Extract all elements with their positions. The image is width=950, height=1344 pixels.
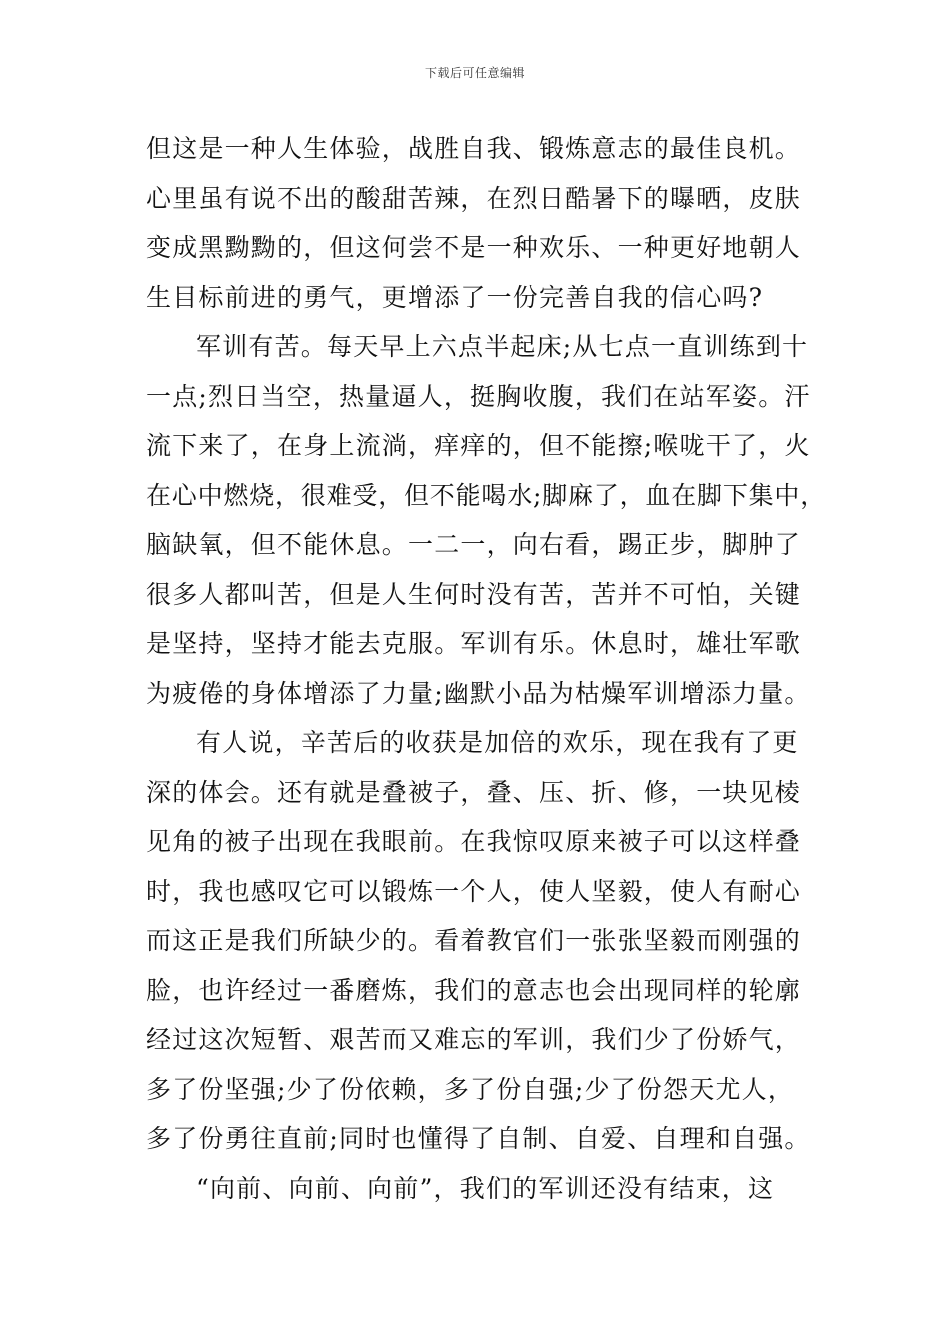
text-line: 脸，也许经过一番磨炼，我们的意志也会出现同样的轮廓 bbox=[146, 975, 802, 1005]
text-line: 一点;烈日当空，热量逼人，挺胸收腹，我们在站军姿。汗 bbox=[146, 381, 811, 411]
text-line: 时，我也感叹它可以锻炼一个人，使人坚毅，使人有耐心 bbox=[146, 876, 802, 906]
text-line: 军训有苦。每天早上六点半起床;从七点一直训练到十 bbox=[196, 332, 809, 361]
text-line: 多了份勇往直前;同时也懂得了自制、自爱、自理和自强。 bbox=[146, 1124, 811, 1153]
text-line: 深的体会。还有就是叠被子，叠、压、折、修，一块见棱 bbox=[146, 777, 802, 807]
text-line: 为疲倦的身体增添了力量;幽默小品为枯燥军训增添力量。 bbox=[146, 678, 811, 708]
text-line: 有人说，辛苦后的收获是加倍的欢乐，现在我有了更 bbox=[196, 728, 799, 757]
text-line: 心里虽有说不出的酸甜苦辣，在烈日酷暑下的曝晒，皮肤 bbox=[146, 183, 802, 213]
text-line: 生目标前进的勇气，更增添了一份完善自我的信心吗? bbox=[146, 282, 764, 312]
text-line: 见角的被子出现在我眼前。在我惊叹原来被子可以这样叠 bbox=[146, 827, 802, 856]
page-header: 下载后可任意编辑 bbox=[424, 66, 525, 80]
text-line: 在心中燃烧，很难受，但不能喝水;脚麻了，血在脚下集中， bbox=[146, 480, 827, 510]
text-line: 而这正是我们所缺少的。看着教官们一张张坚毅而刚强的 bbox=[146, 926, 802, 955]
text-line: 脑缺氧，但不能休息。一二一，向右看，踢正步，脚肿了 bbox=[146, 530, 802, 559]
text-line: 很多人都叫苦，但是人生何时没有苦，苦并不可怕，关键 bbox=[146, 579, 802, 609]
text-line: 但这是一种人生体验，战胜自我、锻炼意志的最佳良机。 bbox=[146, 134, 802, 163]
body-text bbox=[146, 124, 826, 1213]
text-line: 经过这次短暂、艰苦而又难忘的军训，我们少了份娇气， bbox=[146, 1025, 802, 1054]
text-line: 是坚持，坚持才能去克服。军训有乐。休息时，雄壮军歌 bbox=[146, 629, 802, 658]
text-line: 多了份坚强;少了份依赖，多了份自强;少了份怨天尤人， bbox=[146, 1074, 795, 1104]
text-line: 变成黑黝黝的，但这何尝不是一种欢乐、一种更好地朝人 bbox=[146, 233, 802, 262]
text-line: 流下来了，在身上流淌，痒痒的，但不能擦;喉咙干了，火 bbox=[146, 431, 811, 460]
text-line: “向前、向前、向前”，我们的军训还没有结束，这 bbox=[196, 1173, 775, 1203]
